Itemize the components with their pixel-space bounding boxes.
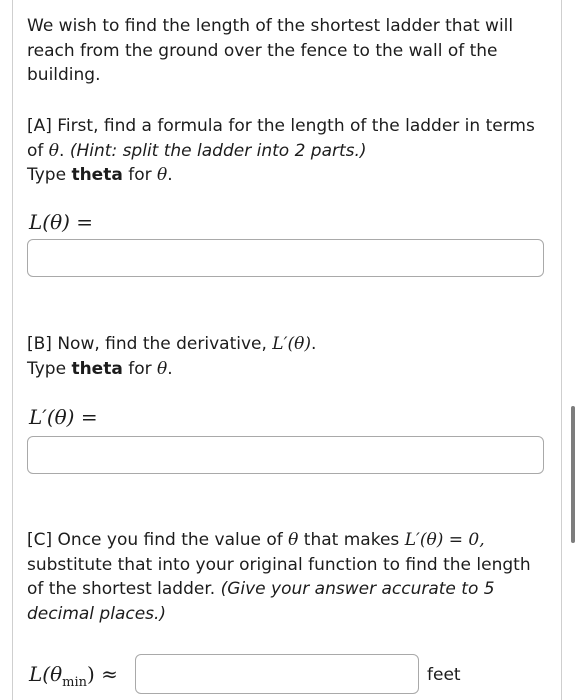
part-a-answer-input[interactable]	[27, 239, 544, 277]
part-c-theta: θ	[288, 530, 299, 550]
part-b-label: L′(θ) =	[29, 405, 98, 429]
part-c-condition: L′(θ) = 0,	[404, 530, 485, 550]
part-a-hint: (Hint: split the ladder into 2 parts.)	[69, 140, 367, 161]
part-c-text	[27, 528, 552, 626]
part-b-derivative: L′(θ)	[272, 334, 311, 354]
question-card	[12, 0, 562, 700]
part-c-label-end: ) ≈	[86, 662, 118, 686]
part-a-lead: [A] First, find a formula for the length of the ladder in terms of	[27, 116, 535, 161]
part-a-type-suffix: for	[122, 165, 157, 185]
part-b-type-end: .	[167, 358, 173, 379]
part-b-type-word: theta	[71, 358, 123, 379]
part-b-type-suffix: for	[122, 358, 157, 379]
part-c-label	[29, 662, 118, 690]
part-b-type-prefix: Type	[27, 358, 72, 379]
part-a-theta: θ	[48, 140, 60, 161]
unit-label: feet	[427, 665, 461, 685]
part-c-lead: [C] Once you find the value of	[27, 530, 289, 550]
part-b-text	[27, 332, 552, 381]
part-a-type-theta: θ	[157, 165, 168, 185]
part-c-mid: that makes	[298, 530, 405, 550]
part-b-period: .	[310, 334, 317, 354]
part-c-answer-input[interactable]	[135, 654, 419, 694]
part-a-label: L(θ) =	[29, 210, 94, 234]
part-c-rest: substitute that into your original function to find the length of the shortest ladder.	[27, 554, 531, 599]
part-b-lead: [B] Now, find the derivative,	[27, 334, 273, 354]
part-b-answer-input[interactable]	[27, 436, 544, 474]
part-b-type-theta: θ	[157, 358, 168, 379]
part-a-type-prefix: Type	[27, 165, 72, 185]
intro-text: We wish to find the length of the shortest ladder that will reach from the ground over the fence to the wall of the building.	[27, 16, 514, 85]
part-a-type-word: theta	[71, 165, 123, 185]
part-c-label-main: L(θ	[29, 662, 63, 686]
part-c-accuracy: (Give your answer accurate to 5 decimal places.)	[27, 579, 495, 624]
part-a-period: .	[59, 140, 70, 161]
part-a-type-end: .	[167, 165, 173, 185]
part-c-label-sub: min	[62, 675, 87, 690]
scrollbar-thumb[interactable]	[571, 406, 575, 543]
part-a-text	[27, 114, 552, 188]
